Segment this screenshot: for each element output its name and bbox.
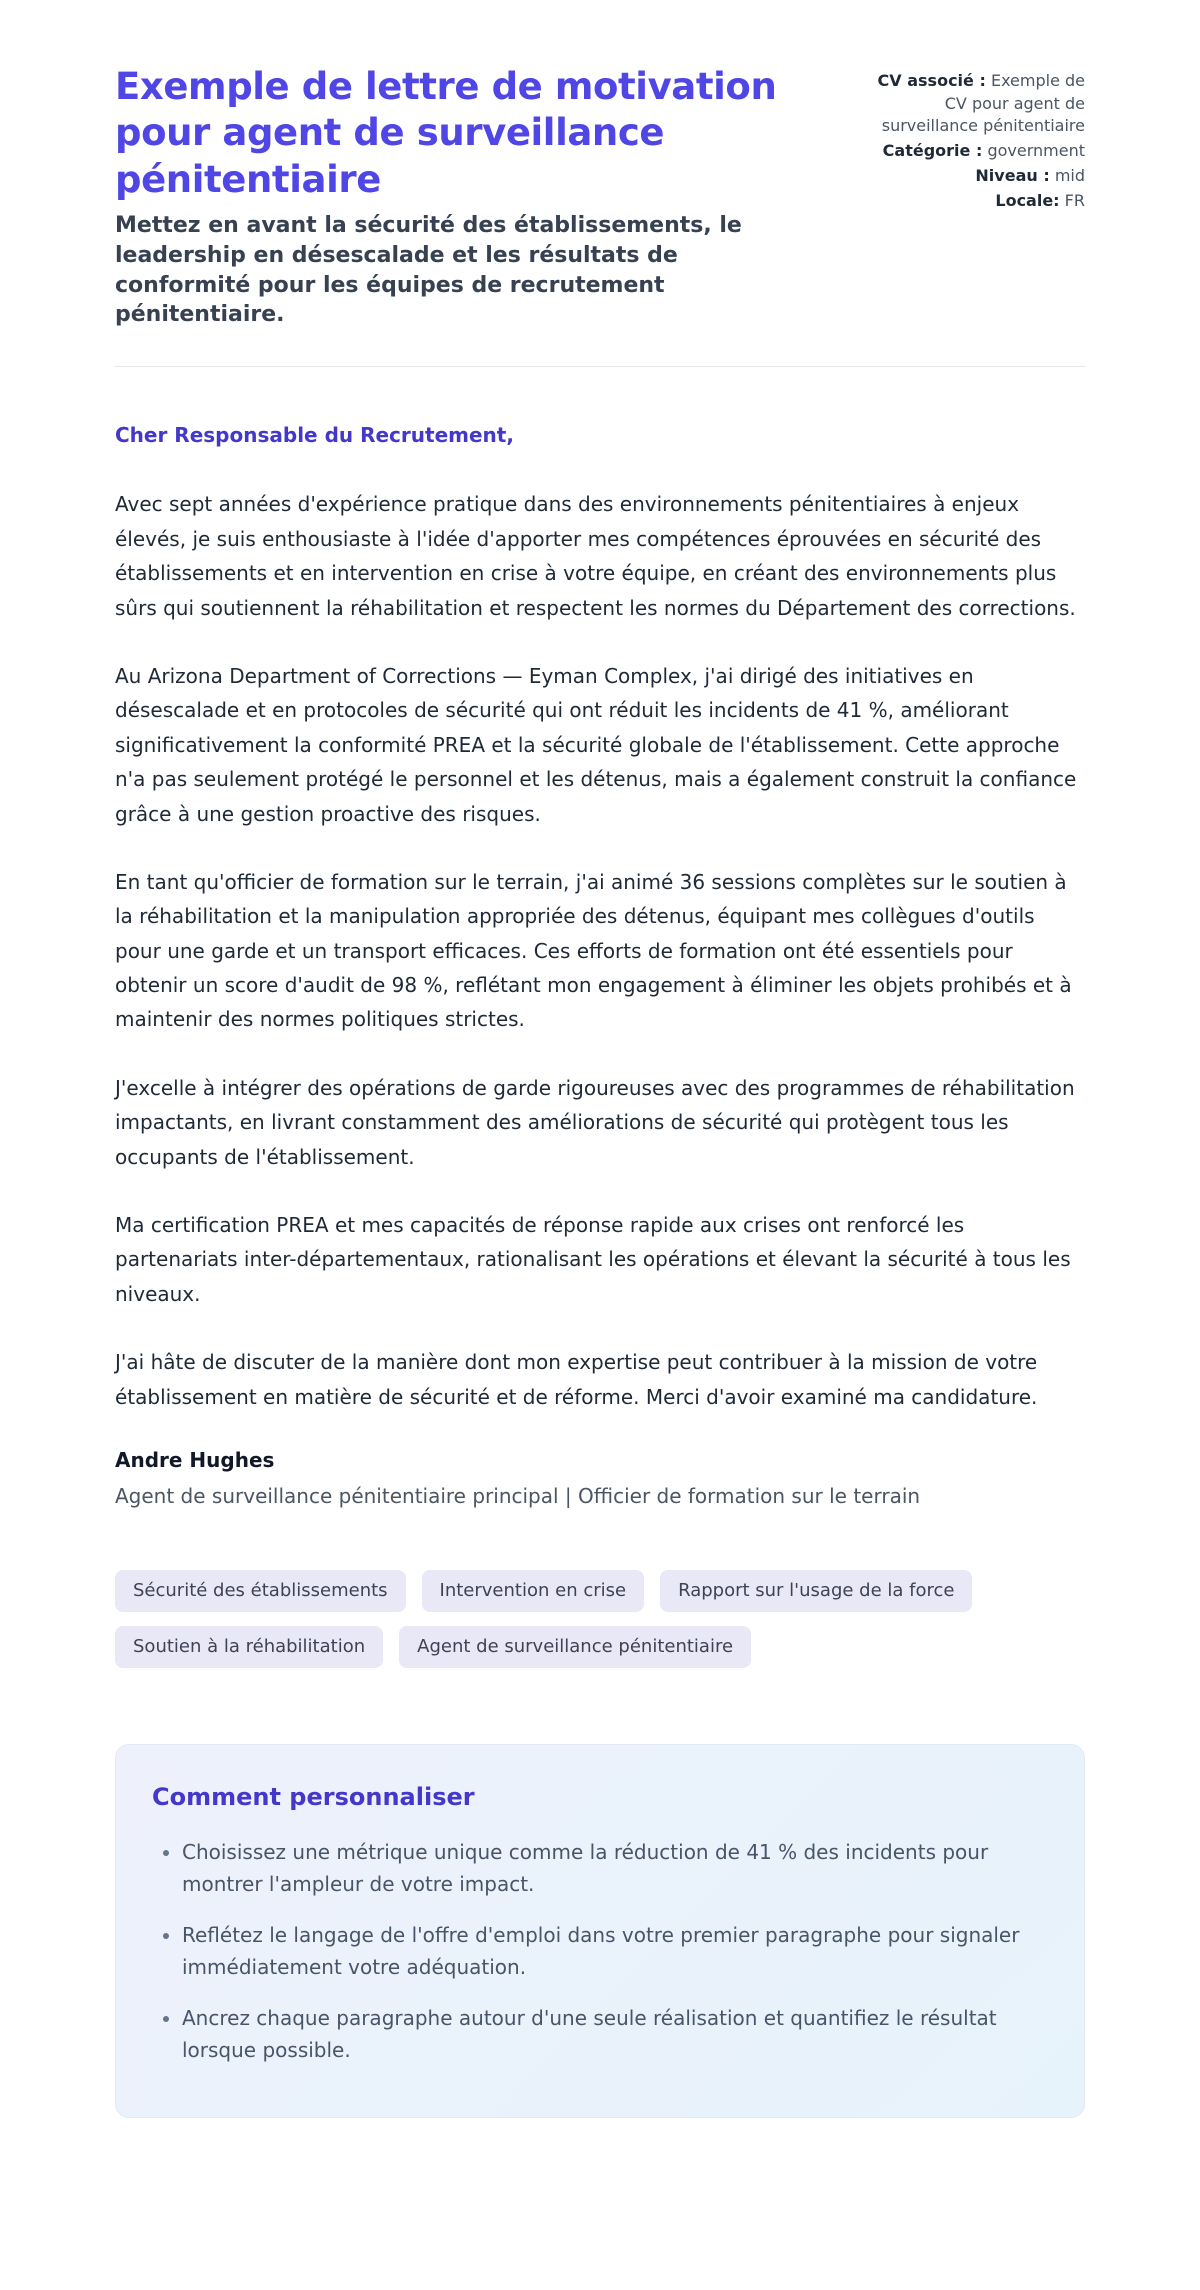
- tip-item: • Ancrez chaque paragraphe autour d'une seule réalisation et quantifiez le résultat lorsque possible.: [182, 2003, 1048, 2066]
- letter-paragraph: En tant qu'officier de formation sur le terrain, j'ai animé 36 sessions complètes sur le soutien à la réhabilitation et la manipulation appropriée des détenus, équipant mes collègues d'outils pour une garde et un transport efficaces. Ces efforts de formation ont été essentiels pour obtenir un score d'audit de 98 %, reflétant mon engagement à éliminer les objets prohibés et à maintenir des normes politiques strictes.: [115, 869, 1072, 1032]
- meta-value: FR: [1064, 190, 1085, 210]
- meta-value: government: [987, 141, 1085, 161]
- page-title: Exemple de lettre de motivation pour agent de surveillance pénitentiaire: [115, 65, 777, 201]
- tips-card: [115, 1744, 1085, 2118]
- meta-panel: [860, 64, 1085, 330]
- tag-list: [115, 1570, 1085, 1668]
- tip-item: • Reflétez le langage de l'offre d'emploi dans votre premier paragraphe pour signaler immédiatement votre adéquation.: [182, 1920, 1048, 1983]
- header: [115, 64, 1085, 330]
- divider: [115, 366, 1085, 367]
- meta-label: Catégorie :: [882, 141, 983, 161]
- meta-label: Locale:: [995, 190, 1060, 210]
- meta-label: Niveau :: [975, 165, 1050, 185]
- tip-item: • Choisissez une métrique unique comme la réduction de 41 % des incidents pour montrer l'ampleur de votre impact.: [182, 1837, 1048, 1900]
- salutation: Cher Responsable du Recrutement,: [115, 423, 514, 448]
- signature-title: Agent de surveillance pénitentiaire principal | Officier de formation sur le terrain: [115, 1483, 921, 1508]
- tag-rapport-usage-force: Rapport sur l'usage de la force: [660, 1570, 972, 1612]
- header-left: [115, 64, 820, 330]
- letter-body: [115, 423, 1085, 1508]
- meta-row-niveau: [860, 165, 1085, 188]
- signature-name: Andre Hughes: [115, 1447, 275, 1472]
- letter-paragraph: Au Arizona Department of Corrections — Eyman Complex, j'ai dirigé des initiatives en désescalade et en protocoles de sécurité qui ont réduit les incidents de 41 %, améliorant significativement la conformité PREA et la sécurité globale de l'établissement. Cette approche n'a pas seulement protégé le personnel et les détenus, mais a également construit la confiance grâce à une gestion proactive des risques.: [115, 663, 1077, 826]
- tips-list: [152, 1837, 1048, 2067]
- tag-securite-etablissements: Sécurité des établissements: [115, 1570, 406, 1612]
- meta-value: mid: [1054, 165, 1085, 185]
- tag-intervention-crise: Intervention en crise: [422, 1570, 645, 1612]
- tag-agent-surveillance: Agent de surveillance pénitentiaire: [399, 1626, 751, 1668]
- letter-paragraph: J'excelle à intégrer des opérations de garde rigoureuses avec des programmes de réhabilitation impactants, en livrant constamment des améliorations de sécurité qui protègent tous les occupants de l'établissement.: [115, 1075, 1075, 1169]
- page-subtitle: Mettez en avant la sécurité des établissements, le leadership en désescalade et les résultats de conformité pour les équipes de recrutement pénitentiaire.: [115, 212, 742, 328]
- tag-soutien-rehabilitation: Soutien à la réhabilitation: [115, 1626, 383, 1668]
- letter-paragraph: Avec sept années d'expérience pratique dans des environnements pénitentiaires à enjeux élevés, je suis enthousiaste à l'idée d'apporter mes compétences éprouvées en sécurité des établissements et en intervention en crise à votre équipe, en créant des environnements plus sûrs qui soutiennent la réhabilitation et respectent les normes du Département des corrections.: [115, 492, 1076, 620]
- meta-row-categorie: [860, 140, 1085, 163]
- meta-value: Exemple de CV pour agent de surveillance pénitentiaire: [881, 71, 1085, 136]
- letter-paragraph: Ma certification PREA et mes capacités de réponse rapide aux crises ont renforcé les partenariats inter-départementaux, rationalisant les opérations et élevant la sécurité à tous les niveaux.: [115, 1213, 1071, 1306]
- letter-paragraph: J'ai hâte de discuter de la manière dont mon expertise peut contribuer à la mission de votre établissement en matière de sécurité et de réforme. Merci d'avoir examiné ma candidature.: [115, 1350, 1038, 1409]
- meta-row-cv-associe: [860, 70, 1085, 138]
- meta-row-locale: [860, 190, 1085, 213]
- tips-title: Comment personnaliser: [152, 1782, 475, 1811]
- meta-label: CV associé :: [877, 71, 986, 90]
